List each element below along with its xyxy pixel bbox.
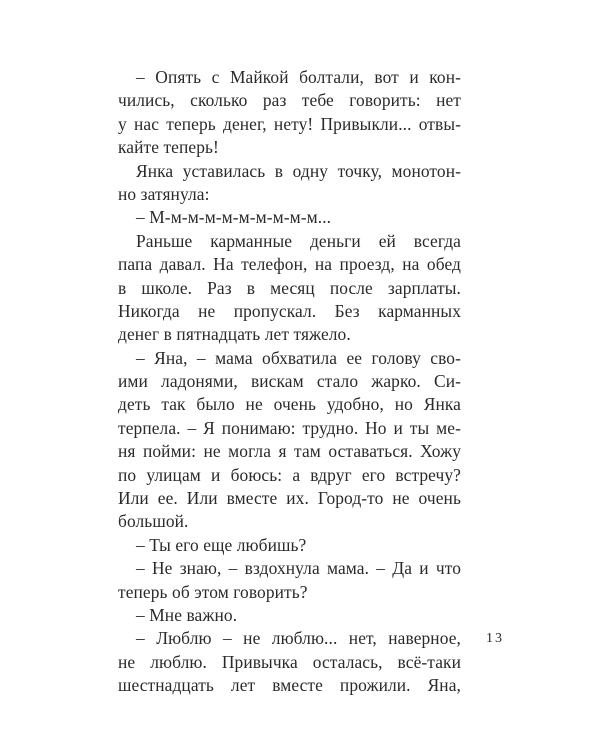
text-line: но затянула: xyxy=(118,183,210,204)
text-line: не люблю. Привычка осталась, всё-таки xyxy=(118,651,461,672)
text-line: – Мне важно. xyxy=(136,604,238,625)
text-line: терпела. – Я понимаю: трудно. Но и ты ме- xyxy=(118,417,461,438)
text-line: большой. xyxy=(118,511,189,532)
text-line: у нас теперь денег, нету! Привыкли... отвы- xyxy=(118,113,461,134)
text-line: денег в пятнадцать лет тяжело. xyxy=(118,324,351,345)
text-line: в школе. Раз в месяц после зарплаты. xyxy=(118,277,461,298)
text-line: папа давал. На телефон, на проезд, на обед xyxy=(118,254,461,275)
text-line: Никогда не пропускал. Без карманных xyxy=(118,300,461,321)
text-line: – Яна, – мама обхватила ее голову сво- xyxy=(136,347,461,368)
text-line: – Люблю – не люблю... нет, наверное, xyxy=(136,628,461,649)
text-line: Или ее. Или вместе их. Город-то не очень xyxy=(118,488,461,509)
text-line: ими ладонями, вискам стало жарко. Си- xyxy=(118,371,461,392)
text-line: деть так было не очень удобно, но Янка xyxy=(118,394,461,415)
text-line: – Ты его еще любишь? xyxy=(136,534,307,555)
text-line: – Не знаю, – вздохнула мама. – Да и что xyxy=(136,558,461,579)
text-line: ня пойми: не могла я там оставаться. Хожу xyxy=(118,441,461,462)
text-line: Раньше карманные деньги ей всегда xyxy=(136,230,461,251)
body-text xyxy=(118,66,461,698)
text-line: Янка уставилась в одну точку, монотон- xyxy=(136,160,461,181)
text-line: по улицам и боюсь: а вдруг его встречу? xyxy=(118,464,461,485)
text-line: теперь об этом говорить? xyxy=(118,581,308,602)
text-line: шестнадцать лет вместе прожили. Яна, xyxy=(118,675,461,696)
page-number: 13 xyxy=(486,631,504,646)
text-line: – М-м-м-м-м-м-м-м-м-м... xyxy=(136,207,332,228)
text-line: чились, сколько раз тебе говорить: нет xyxy=(118,90,461,111)
text-line: – Опять с Майкой болтали, вот и кон- xyxy=(136,67,461,87)
text-line: кайте теперь! xyxy=(118,137,219,158)
